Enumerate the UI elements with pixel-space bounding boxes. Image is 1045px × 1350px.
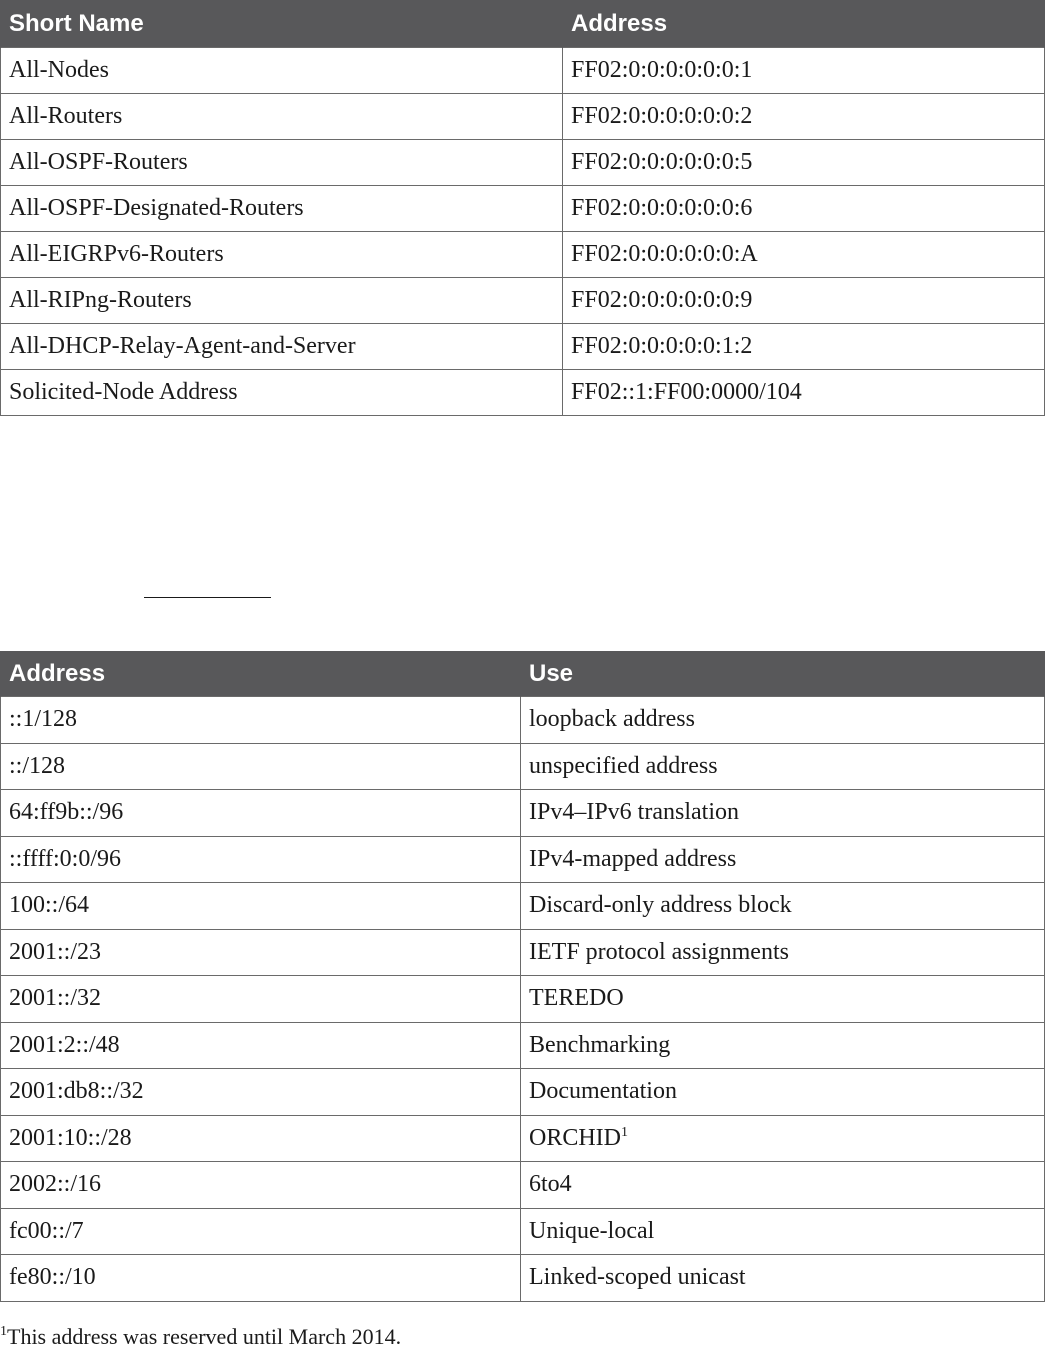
table-row: [1, 1208, 1045, 1255]
address-cell: ::ffff:0:0/96: [1, 836, 521, 883]
footnote: [0, 1324, 401, 1350]
column-header-short-name: Short Name: [1, 0, 563, 48]
table-row: [1, 743, 1045, 790]
address-cell: FF02::1:FF00:0000/104: [563, 370, 1045, 416]
divider-line: [144, 597, 271, 598]
table-row: [1, 94, 1045, 140]
short-name-cell: All-OSPF-Designated-Routers: [1, 186, 563, 232]
table-row: [1, 1162, 1045, 1209]
column-header-address: Address: [1, 651, 521, 697]
address-cell: 2001:10::/28: [1, 1115, 521, 1162]
use-cell: Benchmarking: [521, 1022, 1045, 1069]
address-cell: FF02:0:0:0:0:0:0:5: [563, 140, 1045, 186]
table-row: [1, 1069, 1045, 1116]
short-name-cell: All-Nodes: [1, 48, 563, 94]
column-header-address: Address: [563, 0, 1045, 48]
table-row: [1, 836, 1045, 883]
use-cell: Documentation: [521, 1069, 1045, 1116]
footnote-reference: 1: [621, 1124, 629, 1140]
table-row: [1, 929, 1045, 976]
table-row: [1, 697, 1045, 744]
table-row: [1, 278, 1045, 324]
table-row: [1, 883, 1045, 930]
use-cell: IETF protocol assignments: [521, 929, 1045, 976]
footnote-text: This address was reserved until March 2014.: [7, 1324, 402, 1349]
short-name-cell: All-DHCP-Relay-Agent-and-Server: [1, 324, 563, 370]
reserved-address-table: [0, 651, 1045, 1302]
table-header-row: [1, 0, 1045, 48]
address-cell: ::1/128: [1, 697, 521, 744]
footnote-mark: 1: [0, 1324, 7, 1339]
multicast-address-table: [0, 0, 1045, 416]
address-cell: 2001:2::/48: [1, 1022, 521, 1069]
table-row: [1, 186, 1045, 232]
use-cell: TEREDO: [521, 976, 1045, 1023]
address-cell: FF02:0:0:0:0:0:1:2: [563, 324, 1045, 370]
short-name-cell: Solicited-Node Address: [1, 370, 563, 416]
address-cell: FF02:0:0:0:0:0:0:6: [563, 186, 1045, 232]
address-cell: FF02:0:0:0:0:0:0:A: [563, 232, 1045, 278]
address-cell: FF02:0:0:0:0:0:0:1: [563, 48, 1045, 94]
table-row: [1, 324, 1045, 370]
table-row: [1, 370, 1045, 416]
column-header-use: Use: [521, 651, 1045, 697]
use-cell: IPv4–IPv6 translation: [521, 790, 1045, 837]
use-cell: IPv4-mapped address: [521, 836, 1045, 883]
use-cell: Discard-only address block: [521, 883, 1045, 930]
short-name-cell: All-RIPng-Routers: [1, 278, 563, 324]
address-cell: 2002::/16: [1, 1162, 521, 1209]
table-row: [1, 232, 1045, 278]
table-row: [1, 790, 1045, 837]
address-cell: 100::/64: [1, 883, 521, 930]
address-cell: 2001:db8::/32: [1, 1069, 521, 1116]
table-row: [1, 976, 1045, 1023]
address-cell: fc00::/7: [1, 1208, 521, 1255]
table-row: [1, 1115, 1045, 1162]
use-text: ORCHID: [529, 1124, 622, 1151]
use-cell: Linked-scoped unicast: [521, 1255, 1045, 1302]
use-cell: unspecified address: [521, 743, 1045, 790]
table-row: [1, 48, 1045, 94]
address-cell: FF02:0:0:0:0:0:0:9: [563, 278, 1045, 324]
address-cell: fe80::/10: [1, 1255, 521, 1302]
table-row: [1, 140, 1045, 186]
address-cell: FF02:0:0:0:0:0:0:2: [563, 94, 1045, 140]
table-row: [1, 1255, 1045, 1302]
short-name-cell: All-EIGRPv6-Routers: [1, 232, 563, 278]
address-cell: 2001::/23: [1, 929, 521, 976]
use-cell: [521, 1115, 1045, 1162]
address-cell: ::/128: [1, 743, 521, 790]
short-name-cell: All-Routers: [1, 94, 563, 140]
short-name-cell: All-OSPF-Routers: [1, 140, 563, 186]
table-header-row: [1, 651, 1045, 697]
address-cell: 2001::/32: [1, 976, 521, 1023]
table-row: [1, 1022, 1045, 1069]
use-cell: loopback address: [521, 697, 1045, 744]
use-cell: Unique-local: [521, 1208, 1045, 1255]
address-cell: 64:ff9b::/96: [1, 790, 521, 837]
use-cell: 6to4: [521, 1162, 1045, 1209]
